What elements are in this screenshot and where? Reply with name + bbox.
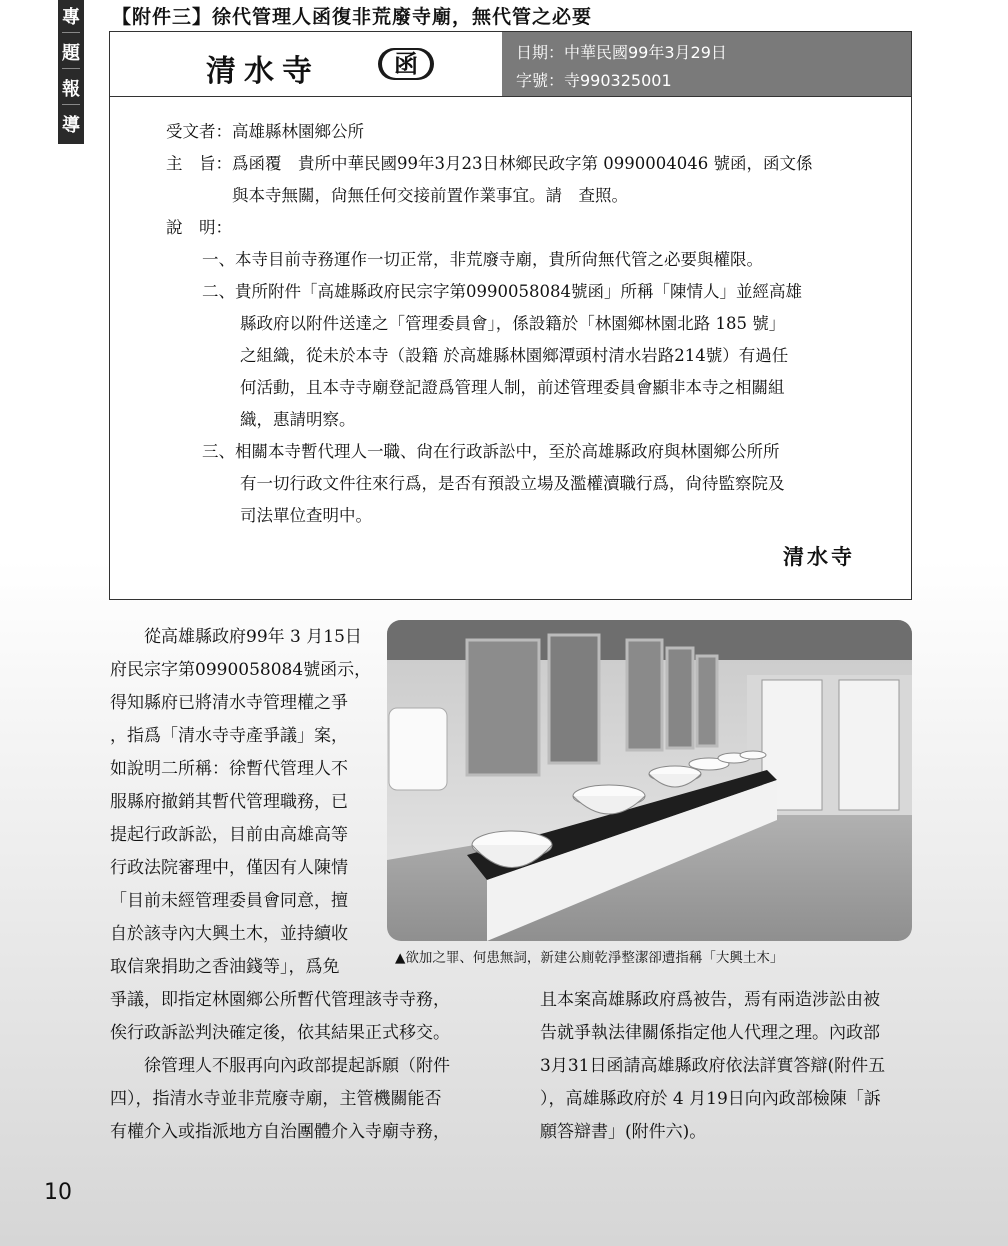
letter-signature: 清水寺 (783, 544, 855, 569)
letter-item-3-line: 有一切行政文件往來行爲，是否有預設立場及濫權瀆職行爲，尙待監察院及 (240, 474, 785, 493)
article-line: 得知縣府已將清水寺管理權之爭 (110, 693, 348, 713)
section-tab-char: 導 (62, 115, 80, 137)
article-line: 俟行政訴訟判決確定後，依其結果正式移交。 (110, 1023, 450, 1043)
letter-item-3: 三、相關本寺暫代理人一職、尙在行政訴訟中，至於高雄縣政府與林園鄉公所所 (202, 442, 780, 461)
letter-type-label: 函 (382, 50, 430, 78)
letter-subject: 主 旨：爲函覆 貴所中華民國99年3月23日林鄉民政字第 0990004046 號函，函文係 (166, 154, 813, 173)
letter-item-2-line: 何活動，且本寺寺廟登記證爲管理人制，前述管理委員會顯非本寺之相關組 (240, 378, 785, 397)
page-number: 10 (44, 1180, 72, 1205)
article-line: ），高雄縣政府於 4 月19日向內政部檢陳「訴 (540, 1089, 881, 1109)
section-tab (58, 0, 84, 144)
letter-item-2: 二、貴所附件「高雄縣政府民宗字第0990058084號函」所稱「陳情人」並經高雄 (202, 282, 802, 301)
letter-item-1: 一、本寺目前寺務運作一切正常，非荒廢寺廟，貴所尙無代管之必要與權限。 (202, 250, 763, 269)
article-line: 提起行政訴訟，目前由高雄高等 (110, 825, 348, 845)
article-line: 告就爭執法律關係指定他人代理之理。內政部 (540, 1023, 880, 1043)
article-line: 四），指清水寺並非荒廢寺廟，主管機關能否 (110, 1089, 442, 1109)
article-line: ，指爲「清水寺寺產爭議」案， (110, 726, 348, 746)
page-title: 【附件三】徐代管理人函復非荒廢寺廟，無代管之必要 (112, 6, 593, 28)
letter-header (110, 32, 911, 97)
temple-name: 清水寺 (206, 54, 320, 89)
letter-item-3-line: 司法單位查明中。 (240, 506, 372, 525)
section-tab-char: 專 (62, 4, 80, 33)
article-line: 徐管理人不服再向內政部提起訴願（附件 (110, 1056, 450, 1076)
article-line: 服縣府撤銷其暫代管理職務，已 (110, 792, 348, 812)
article-line: 「目前未經管理委員會同意，擅 (110, 891, 348, 911)
section-tab-char: 題 (62, 40, 80, 69)
letter-item-2-line: 縣政府以附件送達之「管理委員會」，係設籍於「林園鄉林園北路 185 號」 (240, 314, 786, 333)
letter-explain-label: 說 明： (166, 218, 232, 237)
article-line: 3月31日函請高雄縣政府依法詳實答辯(附件五 (540, 1056, 886, 1076)
letter-number: 字號：寺990325001 (516, 71, 672, 90)
article-line: 自於該寺內大興土木，並持續收 (110, 924, 348, 944)
photo-caption: ▲欲加之罪、何患無詞，新建公廁乾淨整潔卻遭指稱「大興土木」 (395, 950, 784, 966)
official-letter (109, 31, 912, 600)
letter-recipient: 受文者：高雄縣林園鄉公所 (166, 122, 364, 141)
letter-date: 日期：中華民國99年3月29日 (516, 43, 727, 62)
section-tab-char: 報 (62, 76, 80, 105)
letter-item-2-line: 之組織，從未於本寺（設籍 於高雄縣林園鄉潭頭村清水岩路214號）有過任 (240, 346, 789, 365)
article-line: 爭議，即指定林園鄉公所暫代管理該寺寺務， (110, 990, 450, 1010)
article-line: 且本案高雄縣政府爲被告，焉有兩造涉訟由被 (540, 990, 880, 1010)
article-line: 如說明二所稱：徐暫代管理人不 (110, 759, 348, 779)
restroom-illustration (387, 620, 912, 941)
restroom-photo (387, 620, 912, 941)
letter-subject-cont: 與本寺無關，尙無任何交接前置作業事宜。請 查照。 (232, 186, 628, 205)
article-line: 取信衆捐助之香油錢等」，爲免 (110, 957, 340, 977)
article-line: 有權介入或指派地方自治團體介入寺廟寺務， (110, 1122, 450, 1142)
letter-meta (502, 32, 911, 96)
article-line: 行政法院審理中，僅因有人陳情 (110, 858, 348, 878)
letter-item-2-line: 織，惠請明察。 (240, 410, 356, 429)
article-line: 府民宗字第0990058084號函示， (110, 660, 372, 680)
letter-type-badge (378, 48, 434, 80)
article-line: 願答辯書」(附件六)。 (540, 1122, 707, 1142)
article-line: 從高雄縣政府99年 3 月15日 (110, 627, 362, 647)
